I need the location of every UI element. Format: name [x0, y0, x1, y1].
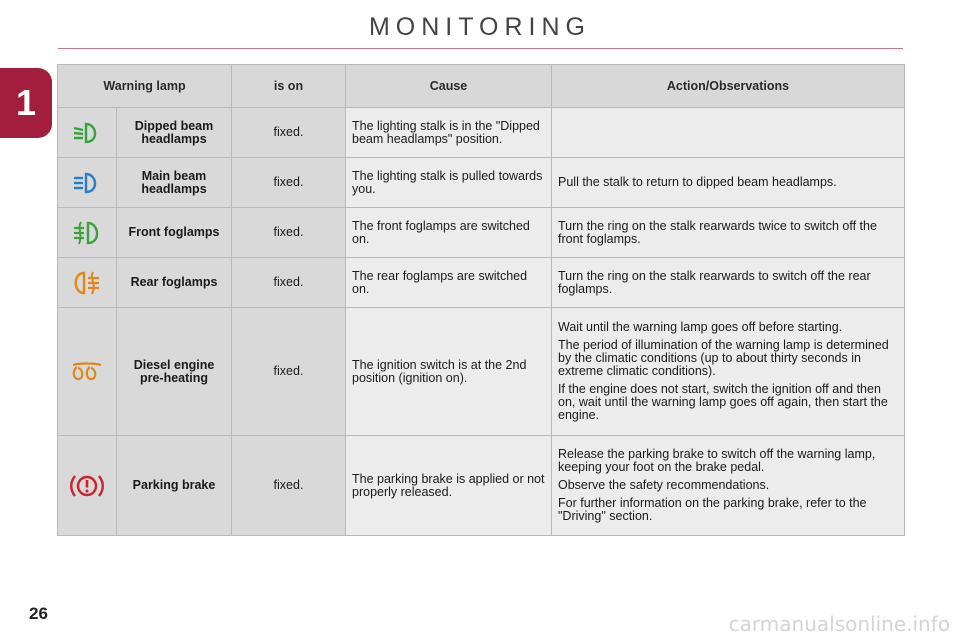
lamp-action: [552, 258, 905, 308]
watermark: carmanualsonline.info: [728, 612, 950, 636]
page-title: MONITORING: [368, 13, 592, 41]
table-row: [58, 436, 905, 536]
lamp-action: [552, 436, 905, 536]
action-text: Release the parking brake to switch off the warning lamp, keeping your foot on the brake pedal.: [558, 447, 876, 474]
table-row: [58, 108, 905, 158]
page-number: 26: [29, 604, 48, 623]
lamp-action: [552, 158, 905, 208]
lamp-name: Main beam headlamps: [117, 158, 232, 208]
action-text: Pull the stalk to return to dipped beam headlamps.: [558, 175, 837, 189]
main-beam-icon: [71, 171, 103, 195]
lamp-is-on: fixed.: [232, 308, 346, 436]
header-action: Action/Observations: [552, 65, 905, 108]
lamp-name: Diesel engine pre-heating: [117, 308, 232, 436]
icon-cell: [58, 258, 117, 308]
lamp-action: [552, 208, 905, 258]
lamp-cause: The ignition switch is at the 2nd position (ignition on).: [346, 308, 552, 436]
lamp-cause: The lighting stalk is in the "Dipped beam headlamps" position.: [346, 108, 552, 158]
lamp-cause: The parking brake is applied or not properly released.: [346, 436, 552, 536]
lamp-is-on: fixed.: [232, 108, 346, 158]
lamp-cause: The rear foglamps are switched on.: [346, 258, 552, 308]
lamp-action: [552, 308, 905, 436]
diesel-preheating-icon: [70, 361, 104, 383]
icon-cell: [58, 308, 117, 436]
parking-brake-icon: [69, 472, 105, 500]
header-cause: Cause: [346, 65, 552, 108]
table-row: [58, 258, 905, 308]
icon-cell: [58, 158, 117, 208]
lamp-is-on: fixed.: [232, 158, 346, 208]
chapter-tab: [0, 68, 52, 138]
warning-lamp-table: [57, 64, 905, 536]
table-header-row: [58, 65, 905, 108]
lamp-is-on: fixed.: [232, 208, 346, 258]
table-row: [58, 158, 905, 208]
front-foglamp-icon: [71, 220, 103, 246]
action-text: Turn the ring on the stalk rearwards twice to switch off the front foglamps.: [558, 218, 877, 246]
lamp-name: Parking brake: [117, 436, 232, 536]
lamp-name: Front foglamps: [117, 208, 232, 258]
title-divider: [58, 48, 903, 49]
table-row: [58, 308, 905, 436]
action-text: The period of illumination of the warning lamp is determined by the climatic conditions (up to about thirty seconds in extreme climatic conditions).: [558, 338, 889, 378]
action-text: If the engine does not start, switch the ignition off and then on, wait until the warning lamp goes off again, then start the engine.: [558, 382, 888, 422]
lamp-name: Rear foglamps: [117, 258, 232, 308]
action-text: Turn the ring on the stalk rearwards to switch off the rear foglamps.: [558, 268, 871, 296]
dipped-beam-icon: [71, 121, 103, 145]
icon-cell: [58, 108, 117, 158]
lamp-cause: The lighting stalk is pulled towards you.: [346, 158, 552, 208]
icon-cell: [58, 208, 117, 258]
action-text: Wait until the warning lamp goes off before starting.: [558, 320, 843, 334]
lamp-name: Dipped beam headlamps: [117, 108, 232, 158]
lamp-action: [552, 108, 905, 158]
lamp-is-on: fixed.: [232, 258, 346, 308]
header-warning-lamp: Warning lamp: [58, 65, 232, 108]
rear-foglamp-icon: [71, 270, 103, 296]
header-is-on: is on: [232, 65, 346, 108]
icon-cell: [58, 436, 117, 536]
lamp-cause: The front foglamps are switched on.: [346, 208, 552, 258]
action-text: For further information on the parking brake, refer to the "Driving" section.: [558, 496, 867, 523]
chapter-number: 1: [15, 82, 37, 123]
lamp-is-on: fixed.: [232, 436, 346, 536]
table-row: [58, 208, 905, 258]
action-text: Observe the safety recommendations.: [558, 478, 770, 492]
